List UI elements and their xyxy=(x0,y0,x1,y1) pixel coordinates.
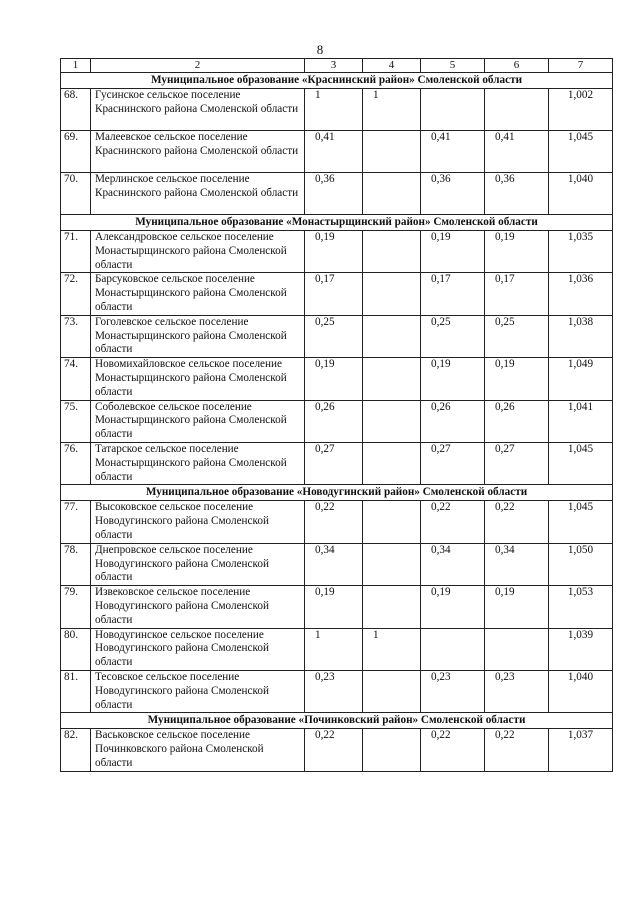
value-col-5 xyxy=(421,628,485,670)
value-col-3: 0,27 xyxy=(305,442,363,484)
value-col-6: 0,27 xyxy=(485,442,549,484)
value-col-6 xyxy=(485,628,549,670)
value-col-5: 0,41 xyxy=(421,131,485,173)
value-col-6: 0,36 xyxy=(485,173,549,215)
column-header-row xyxy=(61,59,613,73)
value-col-7: 1,037 xyxy=(549,729,613,771)
table-row xyxy=(61,729,613,771)
value-col-3: 1 xyxy=(305,628,363,670)
value-col-7: 1,045 xyxy=(549,131,613,173)
row-number: 76. xyxy=(61,442,91,484)
value-col-7: 1,049 xyxy=(549,358,613,400)
column-header: 6 xyxy=(485,59,549,73)
row-number: 79. xyxy=(61,586,91,628)
value-col-3: 0,34 xyxy=(305,543,363,585)
value-col-3: 0,26 xyxy=(305,400,363,442)
value-col-3: 1 xyxy=(305,89,363,131)
section-title: Муниципальное образование «Монастырщинский район» Смоленской области xyxy=(61,215,613,231)
settlement-name: Высоковское сельское поселение Новодугинского района Смоленской области xyxy=(91,501,305,543)
table-row xyxy=(61,315,613,357)
column-header: 7 xyxy=(549,59,613,73)
table-row xyxy=(61,273,613,315)
row-number: 68. xyxy=(61,89,91,131)
value-col-6: 0,23 xyxy=(485,670,549,712)
value-col-4 xyxy=(363,729,421,771)
settlement-name: Малеевское сельское поселение Краснинского района Смоленской области xyxy=(91,131,305,173)
value-col-3: 0,23 xyxy=(305,670,363,712)
row-number: 69. xyxy=(61,131,91,173)
value-col-7: 1,050 xyxy=(549,543,613,585)
section-title: Муниципальное образование «Новодугинский район» Смоленской области xyxy=(61,485,613,501)
value-col-6: 0,41 xyxy=(485,131,549,173)
page-number: 8 xyxy=(316,42,324,57)
table-body xyxy=(61,59,613,772)
table-row xyxy=(61,231,613,273)
value-col-5: 0,34 xyxy=(421,543,485,585)
row-number: 82. xyxy=(61,729,91,771)
value-col-6 xyxy=(485,89,549,131)
column-header: 5 xyxy=(421,59,485,73)
row-number: 80. xyxy=(61,628,91,670)
row-number: 71. xyxy=(61,231,91,273)
section-title: Муниципальное образование «Починковский район» Смоленской области xyxy=(61,713,613,729)
section-header-row xyxy=(61,485,613,501)
table-row xyxy=(61,628,613,670)
value-col-3: 0,17 xyxy=(305,273,363,315)
settlement-name: Новодугинское сельское поселение Новодугинского района Смоленской области xyxy=(91,628,305,670)
value-col-7: 1,040 xyxy=(549,173,613,215)
settlement-name: Новомихайловское сельское поселение Монастырщинского района Смоленской области xyxy=(91,358,305,400)
settlement-name: Александровское сельское поселение Монастырщинского района Смоленской области xyxy=(91,231,305,273)
section-header-row xyxy=(61,713,613,729)
value-col-3: 0,22 xyxy=(305,729,363,771)
value-col-5: 0,25 xyxy=(421,315,485,357)
value-col-4 xyxy=(363,586,421,628)
value-col-3: 0,22 xyxy=(305,501,363,543)
settlement-name: Барсуковское сельское поселение Монастырщинского района Смоленской области xyxy=(91,273,305,315)
value-col-5: 0,19 xyxy=(421,358,485,400)
value-col-7: 1,039 xyxy=(549,628,613,670)
table-row xyxy=(61,358,613,400)
value-col-4 xyxy=(363,400,421,442)
settlement-name: Мерлинское сельское поселение Краснинского района Смоленской области xyxy=(91,173,305,215)
value-col-5 xyxy=(421,89,485,131)
value-col-4 xyxy=(363,315,421,357)
value-col-3: 0,36 xyxy=(305,173,363,215)
value-col-7: 1,036 xyxy=(549,273,613,315)
value-col-6: 0,22 xyxy=(485,501,549,543)
table-row xyxy=(61,131,613,173)
value-col-4: 1 xyxy=(363,89,421,131)
settlement-name: Извековское сельское поселение Новодугинского района Смоленской области xyxy=(91,586,305,628)
section-header-row xyxy=(61,73,613,89)
value-col-3: 0,19 xyxy=(305,231,363,273)
row-number: 75. xyxy=(61,400,91,442)
value-col-4 xyxy=(363,501,421,543)
table-row xyxy=(61,400,613,442)
row-number: 70. xyxy=(61,173,91,215)
value-col-5: 0,27 xyxy=(421,442,485,484)
settlement-name: Тесовское сельское поселение Новодугинского района Смоленской области xyxy=(91,670,305,712)
value-col-5: 0,19 xyxy=(421,231,485,273)
section-header-row xyxy=(61,215,613,231)
table-row xyxy=(61,173,613,215)
value-col-7: 1,041 xyxy=(549,400,613,442)
value-col-4 xyxy=(363,131,421,173)
value-col-4: 1 xyxy=(363,628,421,670)
value-col-7: 1,045 xyxy=(549,442,613,484)
value-col-5: 0,26 xyxy=(421,400,485,442)
row-number: 77. xyxy=(61,501,91,543)
value-col-3: 0,41 xyxy=(305,131,363,173)
table-row xyxy=(61,670,613,712)
value-col-6: 0,34 xyxy=(485,543,549,585)
coefficients-table xyxy=(60,58,613,772)
value-col-7: 1,002 xyxy=(549,89,613,131)
value-col-6: 0,17 xyxy=(485,273,549,315)
section-title: Муниципальное образование «Краснинский район» Смоленской области xyxy=(61,73,613,89)
column-header: 1 xyxy=(61,59,91,73)
value-col-4 xyxy=(363,231,421,273)
value-col-4 xyxy=(363,442,421,484)
value-col-5: 0,22 xyxy=(421,501,485,543)
table-row xyxy=(61,586,613,628)
settlement-name: Гоголевское сельское поселение Монастырщинского района Смоленской области xyxy=(91,315,305,357)
value-col-6: 0,19 xyxy=(485,358,549,400)
row-number: 73. xyxy=(61,315,91,357)
value-col-7: 1,053 xyxy=(549,586,613,628)
table-row xyxy=(61,543,613,585)
value-col-3: 0,19 xyxy=(305,358,363,400)
value-col-6: 0,26 xyxy=(485,400,549,442)
row-number: 78. xyxy=(61,543,91,585)
value-col-4 xyxy=(363,543,421,585)
settlement-name: Соболевское сельское поселение Монастырщинского района Смоленской области xyxy=(91,400,305,442)
row-number: 72. xyxy=(61,273,91,315)
value-col-5: 0,19 xyxy=(421,586,485,628)
value-col-3: 0,25 xyxy=(305,315,363,357)
table-row xyxy=(61,501,613,543)
table-row xyxy=(61,442,613,484)
value-col-7: 1,040 xyxy=(549,670,613,712)
settlement-name: Гусинское сельское поселение Краснинского района Смоленской области xyxy=(91,89,305,131)
value-col-6: 0,25 xyxy=(485,315,549,357)
value-col-6: 0,19 xyxy=(485,586,549,628)
settlement-name: Васьковское сельское поселение Починковского района Смоленской области xyxy=(91,729,305,771)
value-col-4 xyxy=(363,358,421,400)
value-col-7: 1,035 xyxy=(549,231,613,273)
value-col-7: 1,038 xyxy=(549,315,613,357)
settlement-name: Татарское сельское поселение Монастырщинского района Смоленской области xyxy=(91,442,305,484)
value-col-5: 0,17 xyxy=(421,273,485,315)
column-header: 2 xyxy=(91,59,305,73)
table-row xyxy=(61,89,613,131)
value-col-5: 0,22 xyxy=(421,729,485,771)
value-col-5: 0,36 xyxy=(421,173,485,215)
value-col-7: 1,045 xyxy=(549,501,613,543)
value-col-3: 0,19 xyxy=(305,586,363,628)
value-col-4 xyxy=(363,273,421,315)
value-col-4 xyxy=(363,173,421,215)
value-col-5: 0,23 xyxy=(421,670,485,712)
column-header: 3 xyxy=(305,59,363,73)
row-number: 81. xyxy=(61,670,91,712)
value-col-6: 0,22 xyxy=(485,729,549,771)
column-header: 4 xyxy=(363,59,421,73)
settlement-name: Днепровское сельское поселение Новодугинского района Смоленской области xyxy=(91,543,305,585)
value-col-6: 0,19 xyxy=(485,231,549,273)
row-number: 74. xyxy=(61,358,91,400)
value-col-4 xyxy=(363,670,421,712)
